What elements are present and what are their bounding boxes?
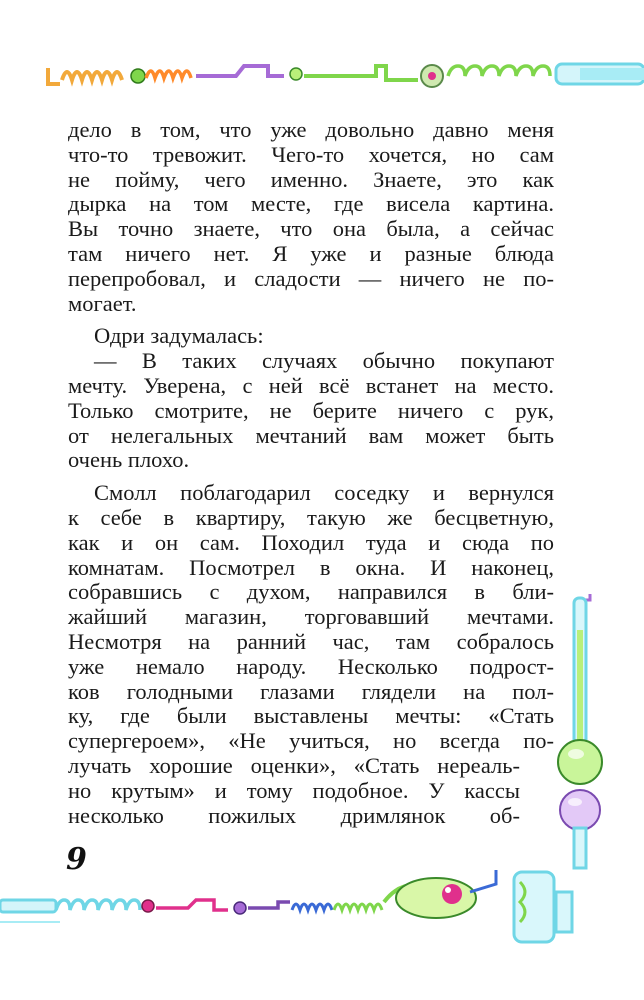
- text-line: лучать хорошие оценки», «Стать нереаль-: [68, 752, 520, 778]
- text-line: там ничего нет. Я уже и разные блюда: [68, 240, 554, 266]
- text-line: супергероем», «Не учиться, но всегда по-: [68, 728, 554, 754]
- text-line: дырка на том месте, где висела картина.: [68, 191, 554, 217]
- text-line: Только смотрите, не берите ничего с рук,: [68, 397, 554, 423]
- text-line: что-то тревожит. Чего-то хочется, но сам: [68, 141, 554, 167]
- text-line: комнатам. Посмотрел в окна. И наконец,: [68, 554, 554, 580]
- text-line: от нелегальных мечтаний вам может быть: [68, 422, 554, 448]
- text-line: Одри задумалась:: [94, 323, 264, 349]
- text-line: уже немало народу. Несколько подрост-: [68, 653, 554, 679]
- text-line: Вы точно знаете, что она была, а сейчас: [68, 216, 554, 242]
- paragraph-1: [68, 118, 554, 316]
- text-line: не пойму, чего именно. Знаете, это как: [68, 166, 554, 192]
- text-line: ков голодными глазами глядели на пол-: [68, 678, 554, 704]
- text-line: как и он сам. Походил туда и сюда по: [68, 529, 554, 555]
- text-line: Смолл поблагодарил соседку и вернулся: [94, 480, 554, 506]
- text-line: — В таких случаях обычно покупают: [94, 348, 554, 374]
- paragraph-3: [68, 349, 554, 473]
- text-line: ку, где были выставлены мечты: «Стать: [68, 703, 554, 729]
- text-line: перепробовал, и сладости — ничего не по-: [68, 265, 554, 291]
- text-line: мечту. Уверена, с ней всё встанет на место.: [68, 372, 554, 398]
- body-text: [68, 118, 554, 828]
- paragraph-4: [68, 481, 554, 828]
- bottom-border-decoration: [0, 862, 644, 962]
- paragraph-2: [68, 324, 554, 349]
- text-line: собравшись с духом, направился в бли-: [68, 579, 554, 605]
- text-line: очень плохо.: [68, 447, 190, 473]
- text-line: Несмотря на ранний час, там собралось: [68, 628, 554, 654]
- top-border-decoration: [0, 40, 644, 100]
- text-line: но крутым» и тому подобное. У кассы: [68, 777, 520, 803]
- text-line: несколько пожилых дримлянок об-: [68, 802, 520, 828]
- text-line: дело в том, что уже довольно давно меня: [68, 117, 554, 142]
- page-number: 9: [66, 842, 87, 877]
- text-line: могает.: [68, 290, 137, 316]
- text-line: жайший магазин, торговавший мечтами.: [68, 604, 554, 630]
- text-line: к себе в квартиру, такую же бесцветную,: [68, 504, 554, 530]
